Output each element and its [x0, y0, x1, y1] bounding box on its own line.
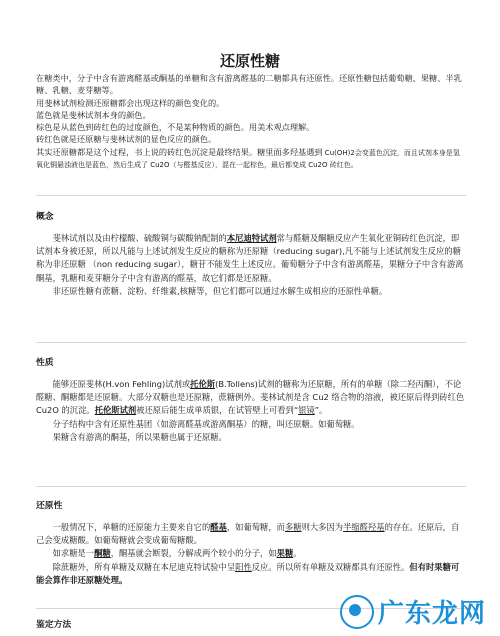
watermark-logo-icon	[340, 595, 374, 629]
property-paragraph-3: 果糖含有游离的酮基，所以果糖也属于还原糖。	[52, 431, 227, 442]
divider	[36, 342, 466, 343]
section-heading-reducibility: 还原性	[36, 501, 63, 511]
text-run: ”。	[314, 405, 328, 416]
intro-block	[36, 72, 466, 171]
section-heading-method: 鉴定方法	[36, 620, 72, 630]
text-run: 能够还原斐林(H.von Fehling)试剂或	[52, 379, 191, 389]
text-run: 则大多因为	[301, 522, 344, 532]
intro-explain-rest: Cu(OH)2会变蓝色沉淀，而且试剂本身是氢氧化铜悬浊液也是蓝色，然后生成了 Cu2O（与醛基反应），混在一起棕色，最后都变成 Cu2O 砖红色。	[36, 148, 460, 170]
property-paragraph-1	[36, 378, 466, 418]
hemiacetal-link[interactable]: 半缩醛羟基	[343, 522, 385, 532]
page-title: 还原性糖	[219, 52, 280, 70]
section-heading-property: 性质	[36, 358, 54, 368]
tollens-link[interactable]: 托伦斯	[190, 379, 216, 389]
section-reducibility	[36, 521, 466, 587]
text-run: (B.Tollens)试剂的糖称为还原糖，所有的单糖（除二羟丙酮），不论醛糖、酮糖都是还原糖。大部分双糖也是还原糖，蔗糖例外。斐林试剂是含 Cu2 络合物的溶液，被还原后得到砖红色 Cu2O 的沉淀。	[36, 379, 465, 416]
intro-line: 在糖类中，分子中含有游离醛基或酮基的单糖和含有游离醛基的二糖都具有还原性。还原性糖包括葡萄糖、果糖、半乳糖、乳糖、麦芽糖等。	[36, 73, 462, 96]
intro-line: 蓝色就是斐林试剂本身的颜色。	[36, 109, 151, 120]
text-run: ，酮基就会断裂，分解成两个较小的分子，如	[110, 548, 277, 559]
watermark	[340, 593, 486, 630]
intro-explain-lead: 其实还原糖都是这个过程，书上说的砖红色沉淀是最终结果。糖里面多羟基遇到	[36, 146, 323, 157]
intro-line: 用斐林试剂检测还原糖都会出现这样的颜色变化的。	[36, 97, 225, 108]
emphasis-text: 但有时果糖可能会算作非还原糖处理。	[36, 561, 460, 585]
tollens-reagent-link[interactable]: 托伦斯试剂	[94, 405, 137, 416]
section-property	[36, 378, 466, 444]
text-run: 除蔗糖外，所有单糖及双糖在本尼迪克特试验中呈	[52, 561, 236, 572]
text-run: ，如葡萄糖，而	[226, 522, 285, 532]
concept-paragraph-1	[36, 232, 466, 285]
text-run: 斐林试剂以及由柠檬酸、硫酸铜与碳酸钠配制的	[52, 233, 227, 243]
concept-paragraph-2: 非还原性糖有蔗糖、淀粉、纤维素,核糖等，但它们都可以通过水解生成相应的还原性单糖。	[52, 285, 388, 296]
text-run: 的存在。还原后，自己会变成糖酸。如葡萄糖就会变成葡萄糖酸。	[36, 522, 460, 546]
section-heading-concept: 概念	[36, 212, 54, 222]
intro-explain	[36, 146, 466, 171]
positive-link[interactable]: 阳性	[235, 561, 252, 572]
text-run: 一般情况下，单糖的还原能力主要来自它的	[52, 522, 211, 532]
reducibility-paragraph-1	[36, 521, 466, 547]
benedict-reagent-link[interactable]: 本尼迪特试剂	[226, 233, 277, 243]
text-run: 反应。所以所有单糖及双糖都具有还原性。	[251, 561, 410, 572]
aldehyde-link[interactable]: 醛基	[210, 522, 227, 532]
divider	[36, 195, 466, 196]
intro-line: 棕色是从蓝色到砖红色的过度颜色，不是某种物质的颜色。用美术观点理解。	[36, 122, 315, 133]
watermark-text: 广东龙网	[377, 599, 486, 629]
intro-line: 砖红色就是还原糖与斐林试剂的显色反应的颜色。	[36, 134, 217, 145]
polysaccharide-link[interactable]: 多糖	[284, 522, 302, 532]
property-paragraph-2: 分子结构中含有还原性基团（如游离醛基或游离酮基）的糖，叫还原糖。如葡萄糖。	[52, 418, 360, 429]
fructose-link[interactable]: 果糖	[276, 548, 294, 559]
divider	[36, 486, 466, 487]
reducibility-paragraph-3	[36, 561, 466, 587]
silver-mirror-link[interactable]: 银镜	[298, 405, 315, 416]
reducibility-paragraph-2	[36, 547, 466, 560]
text-run: 常与醛糖及酮糖反应产生氧化亚铜砖红色沉淀，即试剂本身被还原，所以凡能与上述试剂发生反应的糖称为还原糖（reducing sugar),凡不能与上述试剂发生反应的糖称为非还原糖 （non reducing sugar），糖苷不能发生上述反应。葡萄糖分子中含有游离醛基，果糖分子中含有游离酮基，乳糖和麦芽糖分子中含有游离的醛基，故它们都是还原糖。	[36, 233, 464, 283]
section-concept	[36, 232, 466, 298]
text-run: 如求糖是一	[52, 548, 95, 559]
ketose-link[interactable]: 酮糖	[94, 548, 111, 559]
text-run: 被还原后能生成单质银，在试管壁上可看到“	[136, 405, 299, 416]
text-run: 。	[293, 548, 302, 559]
